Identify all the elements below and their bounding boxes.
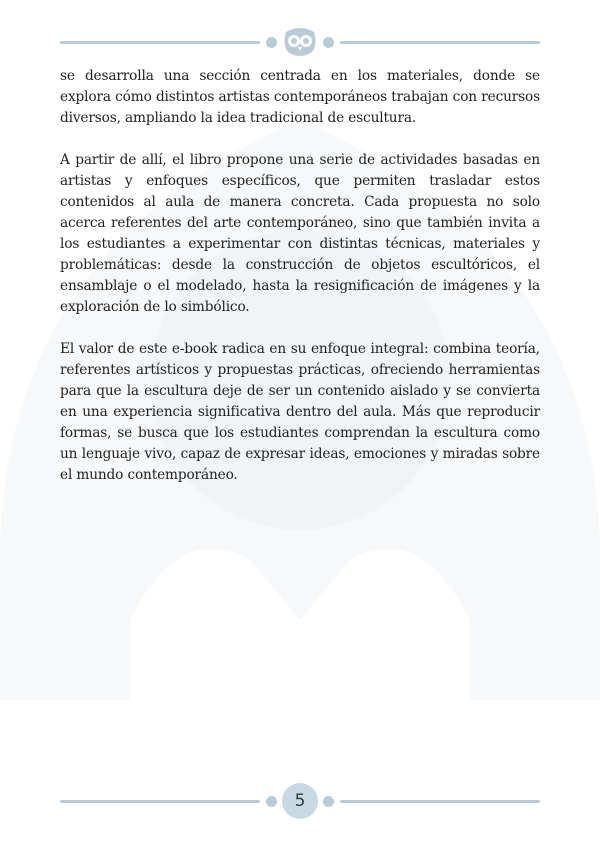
paragraph: se desarrolla una sección centrada en los materiales, donde se explora cómo distintos artistas contemporáneos trabajan con recursos diversos, ampliando la idea tradicional de escultura. — [60, 68, 540, 126]
header-rule-right — [340, 41, 540, 44]
page-header — [0, 22, 600, 62]
page-number-badge — [282, 783, 318, 819]
header-dot-left — [266, 37, 277, 48]
page-number: 5 — [294, 791, 306, 811]
footer-dot-left — [266, 796, 277, 807]
header-dot-right — [323, 37, 334, 48]
paragraph: El valor de este e-book radica en su enfoque integral: combina teoría, referentes artísticos y propuestas prácticas, ofreciendo herramientas para que la escultura deje de ser un contenido aislado y se convierta en una experiencia significativa dentro del aula. Más que reproducir formas, se busca que los estudiantes comprendan la escultura como un lenguaje vivo, capaz de expresar ideas, emociones y miradas sobre el mundo contemporáneo. — [60, 341, 540, 483]
owl-icon — [282, 26, 318, 58]
body-text — [60, 66, 540, 507]
paragraph: A partir de allí, el libro propone una serie de actividades basadas en artistas y enfoques específicos, que permiten trasladar estos contenidos al aula de manera concreta. Cada propuesta no solo acerca referentes del arte contemporáneo, sino que también invita a los estudiantes a experimentar con distintas técnicas, materiales y problemáticas: desde la construcción de objetos escultóricos, el ensamblaje o el modelado, hasta la resignificación de imágenes y la exploración de lo simbólico. — [60, 152, 540, 315]
footer-rule-right — [340, 800, 540, 803]
header-rule-left — [60, 41, 260, 44]
page-footer — [0, 781, 600, 821]
footer-dot-right — [323, 796, 334, 807]
footer-rule-left — [60, 800, 260, 803]
